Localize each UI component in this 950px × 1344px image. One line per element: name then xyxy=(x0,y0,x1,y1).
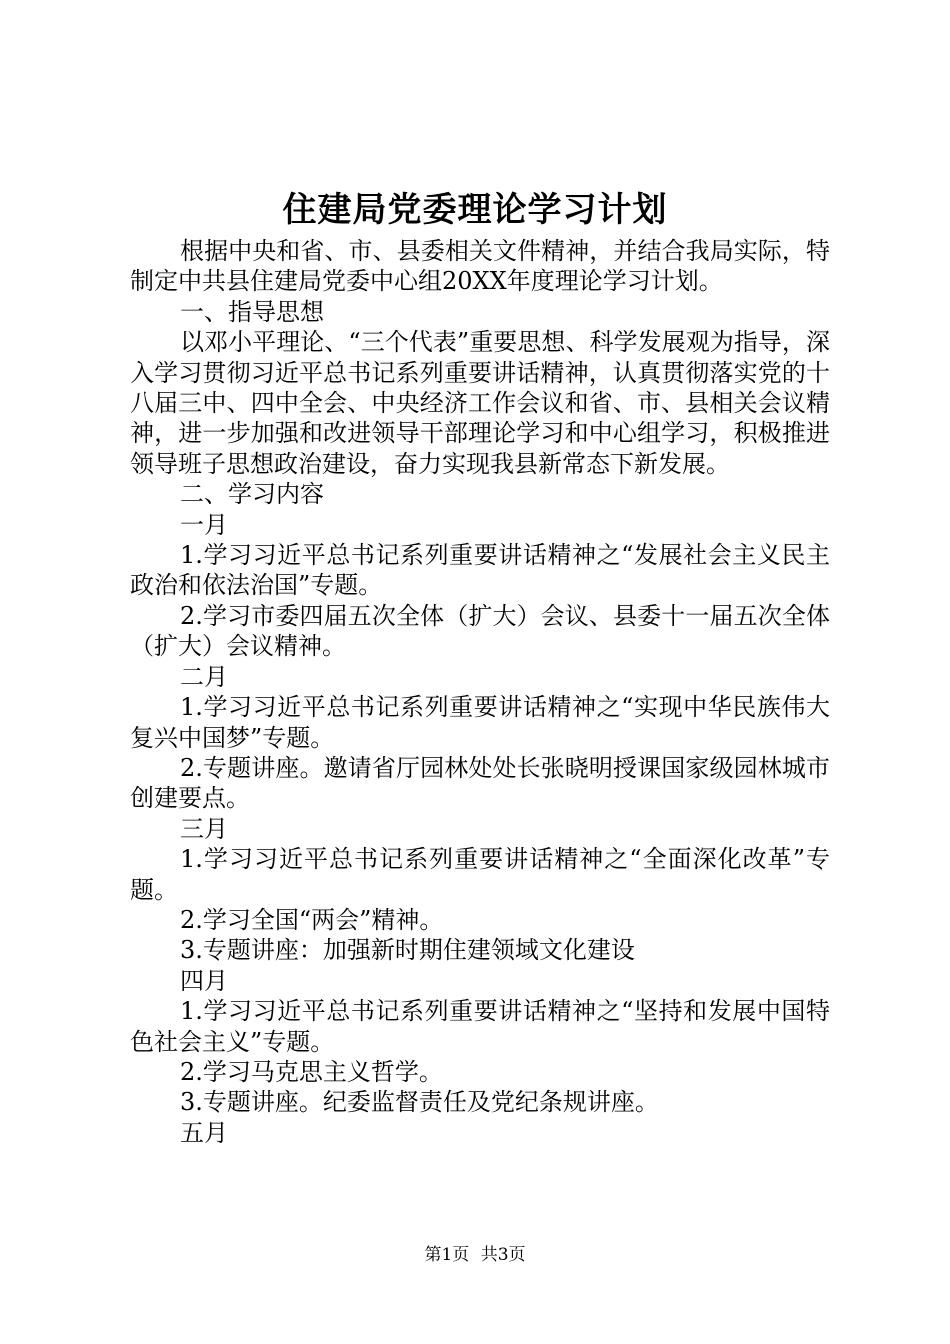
list-item: 2.专题讲座。邀请省厅园林处处长张晓明授课国家级园林城市创建要点。 xyxy=(130,753,830,813)
document-body xyxy=(130,236,830,1148)
list-item: 1.学习习近平总书记系列重要讲话精神之“发展社会主义民主政治和依法治国”专题。 xyxy=(130,541,830,600)
page-footer xyxy=(0,1243,950,1267)
page-number-current: 第1页 xyxy=(424,1245,470,1265)
list-item: 1.学习习近平总书记系列重要讲话精神之“实现中华民族伟大复兴中国梦”专题。 xyxy=(130,693,830,752)
guiding-ideology-paragraph: 以邓小平理论、“三个代表”重要思想、科学发展观为指导，深入学习贯彻习近平总书记系列重要讲话精神，认真贯彻落实党的十八届三中、四中全会、中央经济工作会议和省、市、县相关会议精神，进一步加强和改进领导干部理论学习和中心组学习，积极推进领导班子思想政治建设，奋力实现我县新常态下新发展。 xyxy=(130,328,830,478)
month-heading-february: 二月 xyxy=(180,662,228,691)
list-item: 3.专题讲座：加强新时期住建领域文化建设 xyxy=(180,936,635,965)
list-item: 1.学习习近平总书记系列重要讲话精神之“坚持和发展中国特色社会主义”专题。 xyxy=(130,997,830,1056)
intro-paragraph: 根据中央和省、市、县委相关文件精神，并结合我局实际，特制定中共县住建局党委中心组20XX年度理论学习计划。 xyxy=(130,237,830,296)
section-heading-guiding-ideology: 一、指导思想 xyxy=(180,297,324,326)
month-heading-january: 一月 xyxy=(180,510,228,539)
section-heading-study-content: 二、学习内容 xyxy=(180,480,324,509)
month-heading-may: 五月 xyxy=(180,1118,228,1147)
list-item: 2.学习马克思主义哲学。 xyxy=(180,1057,443,1086)
page-number-total: 共3页 xyxy=(480,1245,526,1265)
list-item: 2.学习市委四届五次全体（扩大）会议、县委十一届五次全体（扩大）会议精神。 xyxy=(130,601,830,661)
month-heading-april: 四月 xyxy=(180,966,228,995)
document-title: 住建局党委理论学习计划 xyxy=(282,190,668,230)
list-item: 1.学习习近平总书记系列重要讲话精神之“全面深化改革”专题。 xyxy=(130,845,830,904)
list-item: 2.学习全国“两会”精神。 xyxy=(180,905,444,934)
month-heading-march: 三月 xyxy=(180,814,228,843)
list-item: 3.专题讲座。纪委监督责任及党纪条规讲座。 xyxy=(180,1088,659,1117)
